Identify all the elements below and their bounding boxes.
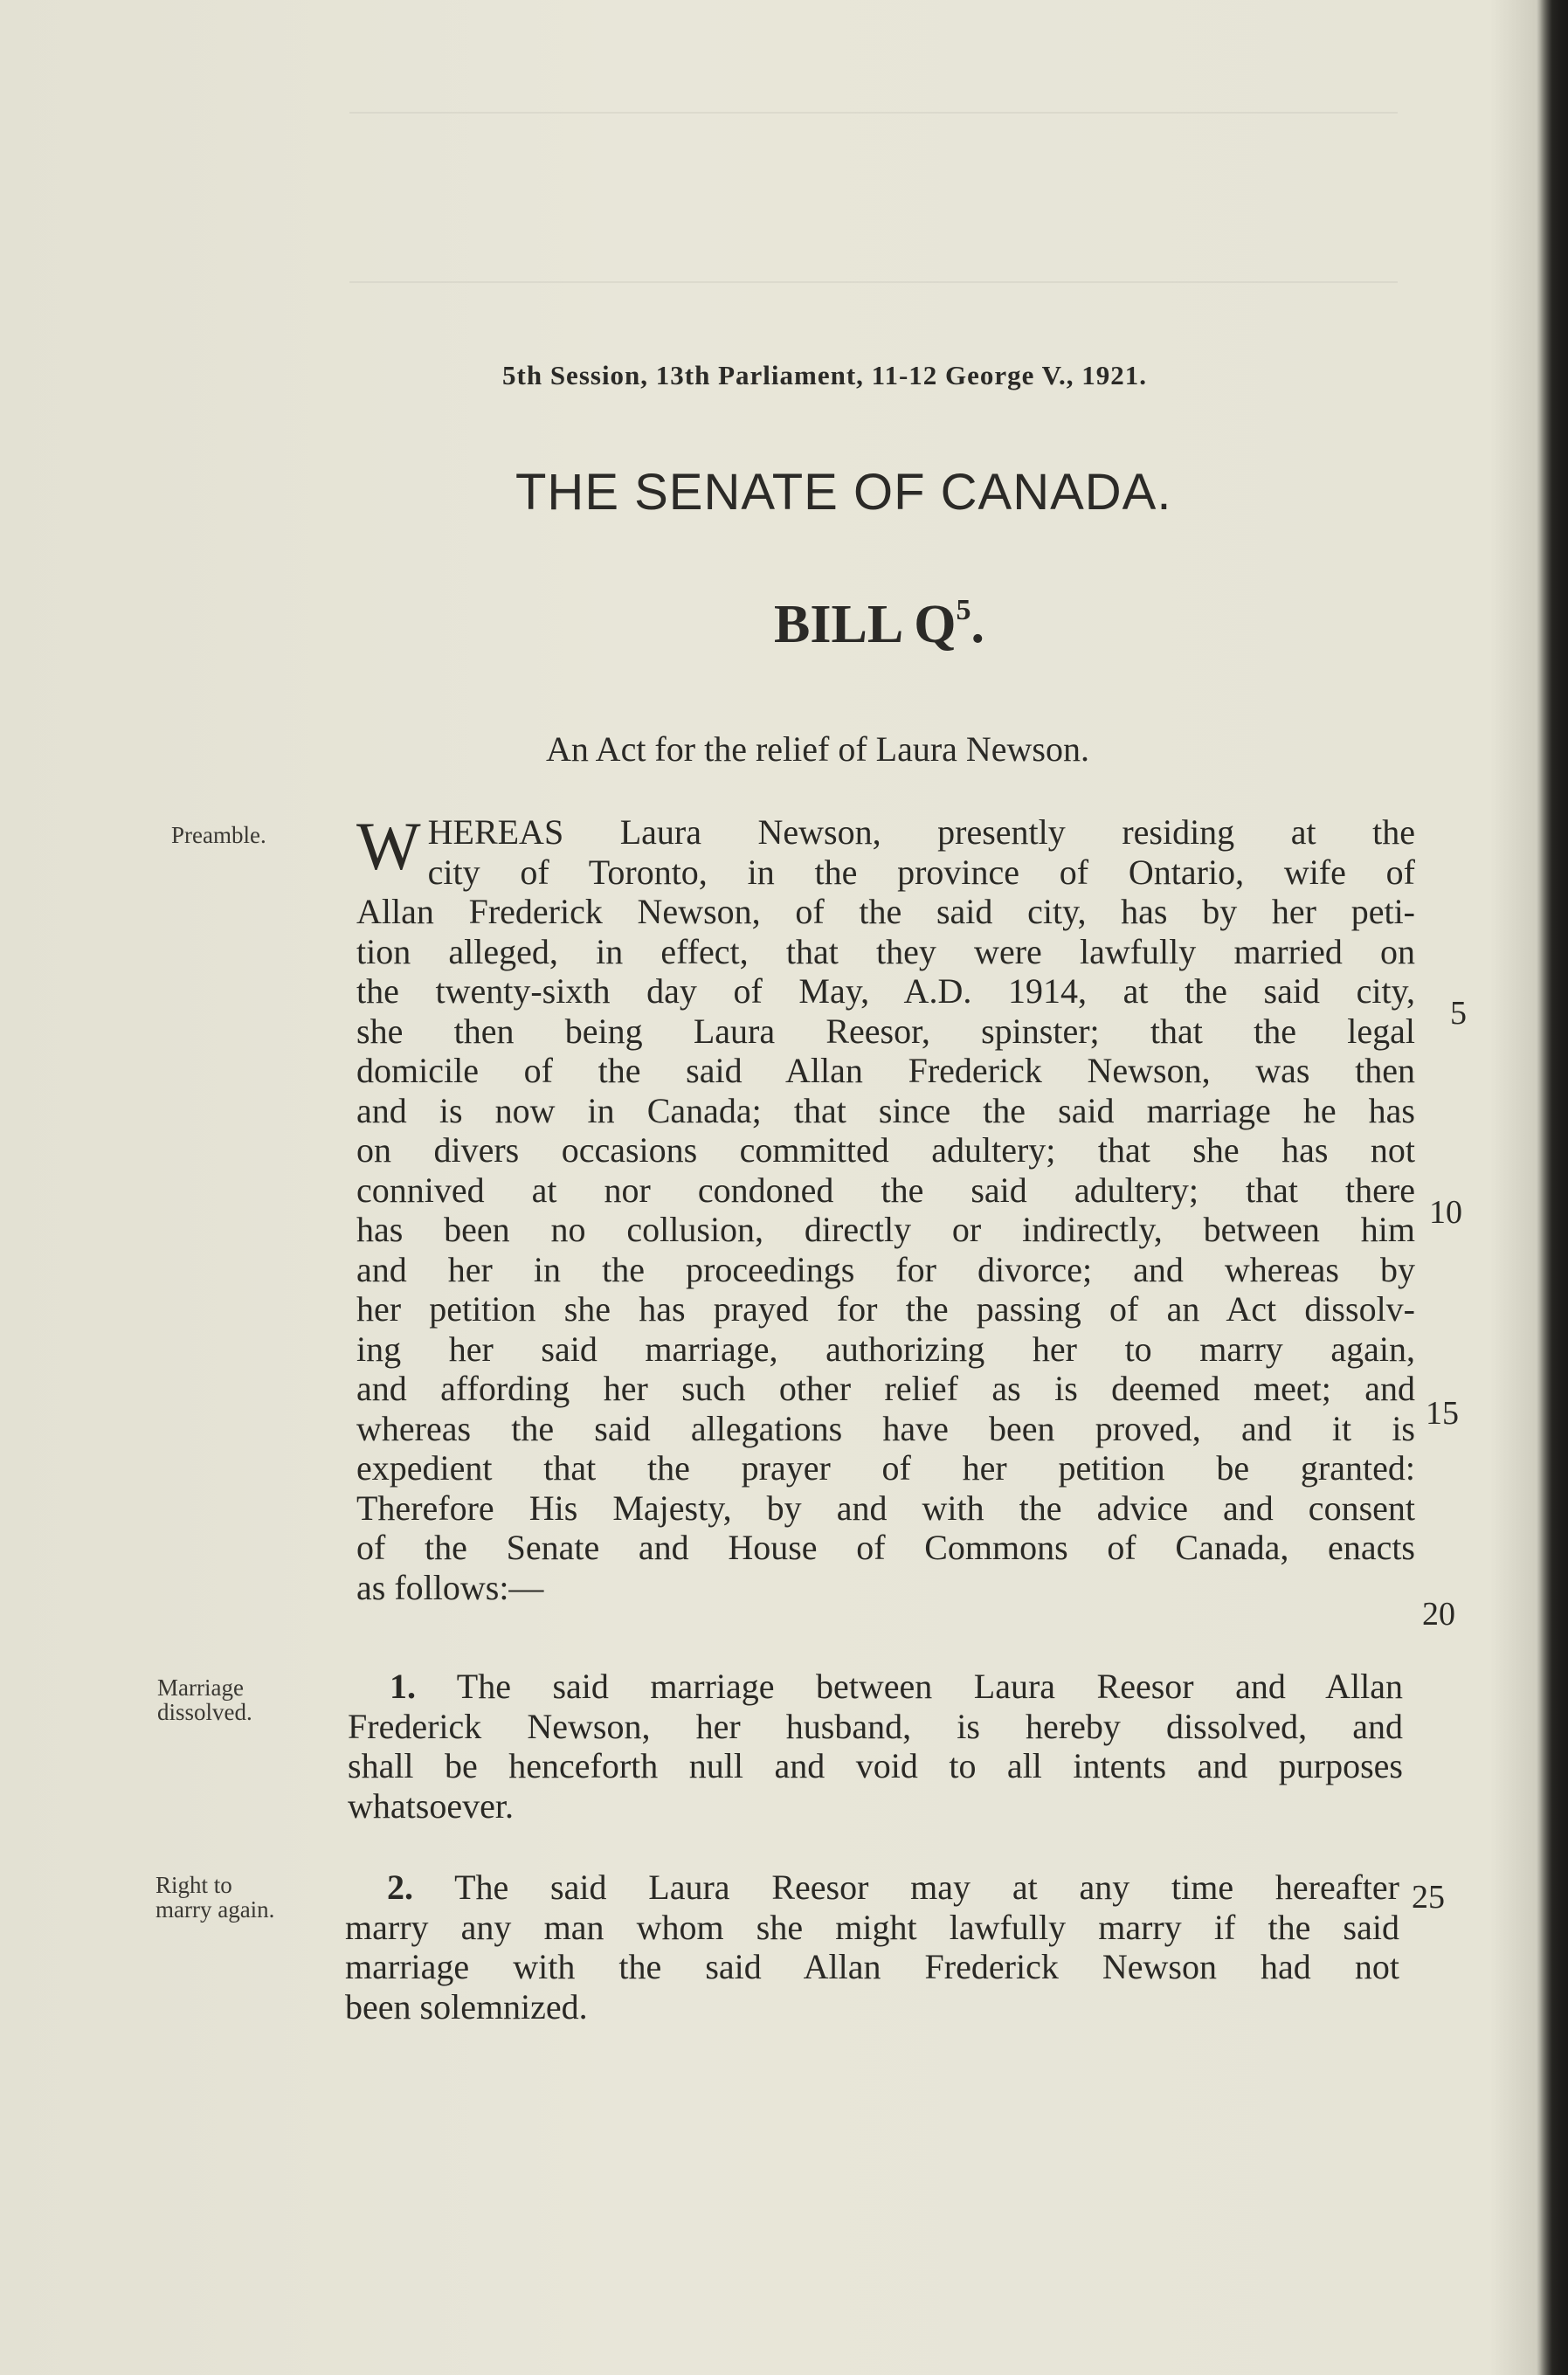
preamble-line: has been no collusion, directly or indirectly, between him <box>356 1210 1415 1249</box>
section-line: shall be henceforth null and void to all intents and purposes <box>348 1746 1403 1785</box>
show-through-rule <box>349 112 1398 114</box>
line-number: 15 <box>1426 1395 1459 1432</box>
preamble-line: and her in the proceedings for divorce; and whereas by <box>356 1249 1415 1289</box>
preamble-line: of the Senate and House of Commons of Canada, enacts <box>356 1528 1415 1567</box>
line-number: 10 <box>1429 1194 1462 1231</box>
margin-note-line: dissolved. <box>157 1699 252 1725</box>
margin-note-line: Marriage <box>157 1674 244 1701</box>
bill-title <box>774 594 984 656</box>
line-number: 25 <box>1412 1879 1445 1916</box>
preamble-line: on divers occasions committed adultery; that she has not <box>356 1130 1415 1170</box>
bill-label: BILL Q <box>774 595 957 654</box>
preamble-line: expedient that the prayer of her petition be granted: <box>356 1448 1415 1488</box>
bill-superscript: 5 <box>956 594 971 626</box>
section-line <box>345 1868 1399 1908</box>
preamble-line: and is now in Canada; that since the said marriage he has <box>356 1090 1415 1130</box>
act-title: An Act for the relief of Laura Newson. <box>546 729 1089 769</box>
section-line <box>348 1667 1403 1707</box>
margin-note-preamble: Preamble. <box>171 822 266 848</box>
preamble-line: Therefore His Majesty, by and with the advice and consent <box>356 1488 1415 1528</box>
margin-note-right-to-marry <box>155 1873 274 1922</box>
margin-note-line: Right to <box>155 1872 232 1898</box>
line-number: 20 <box>1422 1596 1455 1633</box>
preamble-line: her petition she has prayed for the passing of an Act dissolv- <box>356 1289 1415 1329</box>
section-line: marriage with the said Allan Frederick Newson had not <box>345 1947 1399 1986</box>
dropcap-letter: W <box>356 808 421 884</box>
preamble-line: Allan Frederick Newson, of the said city, has by her peti- <box>356 892 1415 931</box>
chamber-title: THE SENATE OF CANADA. <box>515 464 1172 521</box>
page-edge-shadow <box>1540 0 1568 2375</box>
show-through-rule <box>349 281 1398 283</box>
section-2-text <box>345 1868 1399 2026</box>
bill-suffix: . <box>971 595 984 654</box>
margin-note-marriage-dissolved <box>157 1675 252 1724</box>
section-number: 1. <box>390 1667 416 1706</box>
preamble-line: she then being Laura Reesor, spinster; that the legal <box>356 1011 1415 1051</box>
section-line: marry any man whom she might lawfully marry if the said <box>345 1907 1399 1947</box>
preamble-line: whereas the said allegations have been proved, and it is <box>356 1408 1415 1448</box>
line-number: 5 <box>1450 995 1467 1032</box>
preamble-line: the twenty-sixth day of May, A.D. 1914, at the said city, <box>356 971 1415 1011</box>
preamble-line: as follows:— <box>356 1567 544 1607</box>
margin-note-line: marry again. <box>155 1896 275 1923</box>
preamble-line: tion alleged, in effect, that they were lawfully married on <box>356 931 1415 971</box>
preamble-line: connived at nor condoned the said adultery; that there <box>356 1170 1415 1210</box>
section-line: Frederick Newson, her husband, is hereby dissolved, and <box>348 1706 1403 1746</box>
preamble-line: city of Toronto, in the province of Ontario, wife of <box>427 852 1415 892</box>
section-line: whatsoever. <box>348 1785 514 1826</box>
section-1-text <box>348 1667 1403 1826</box>
section-first-line: The said marriage between Laura Reesor and Allan <box>456 1667 1404 1706</box>
preamble-line: and affording her such other relief as is deemed meet; and <box>356 1369 1415 1408</box>
preamble-text <box>356 808 1415 1607</box>
section-line: been solemnized. <box>345 1986 588 2026</box>
section-first-line: The said Laura Reesor may at any time hereafter <box>454 1868 1399 1907</box>
preamble-line: HEREAS Laura Newson, presently residing at the <box>427 812 1415 852</box>
section-number: 2. <box>387 1868 413 1907</box>
preamble-line: domicile of the said Allan Frederick Newson, was then <box>356 1051 1415 1090</box>
preamble-line: ing her said marriage, authorizing her to marry again, <box>356 1329 1415 1369</box>
session-line: 5th Session, 13th Parliament, 11-12 George V., 1921. <box>502 360 1148 390</box>
